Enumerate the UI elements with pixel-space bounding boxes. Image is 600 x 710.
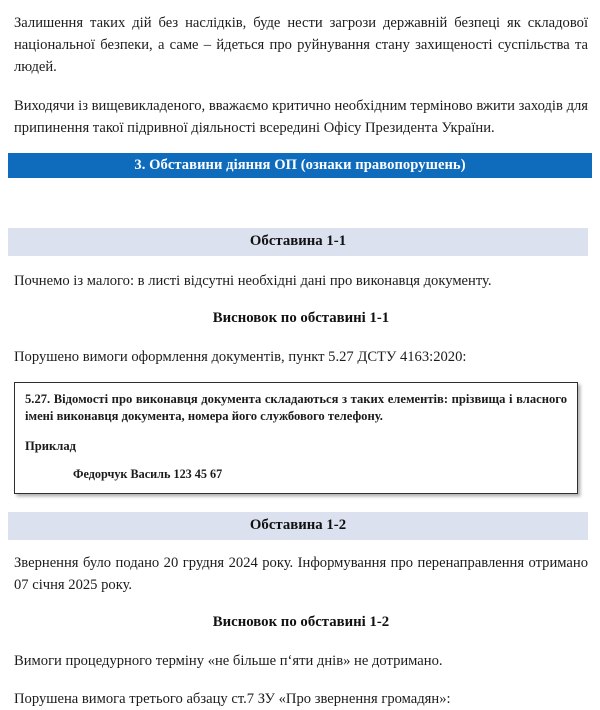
top-spacer <box>0 0 600 12</box>
circumstance-1-2-body: Звернення було подано 20 грудня 2024 року. Інформування про перенаправлення отримано 07 січня 2025 року. <box>14 554 588 593</box>
spacer-after-conclusion-1-2 <box>0 632 600 650</box>
dstu-example-label: Приклад <box>25 438 77 453</box>
spacer-before-conclusion-1-1 <box>0 292 600 310</box>
circumstance-1-1-band: Обставина 1-1 <box>8 228 588 256</box>
intro-paragraph-1-container <box>0 12 600 79</box>
conclusion-1-2-heading-container <box>0 614 600 632</box>
dstu-example-value: Федорчук Василь 123 45 67 <box>73 466 223 481</box>
intro-paragraph-1: Залишення таких дій без наслідків, буде нести загрози державній безпеці як складової національної безпеки, а саме – йдеться про руйнування стану захищеності суспільства та людей. <box>14 15 588 76</box>
finding-1-2-container <box>0 650 600 672</box>
violation-1-2-container <box>0 688 600 710</box>
spacer-before-quote-box <box>0 368 600 382</box>
circumstance-1-2-body-container <box>0 552 600 596</box>
circumstance-1-1-body: Почнемо із малого: в листі відсутні необхідні дані про виконавця документу. <box>14 273 492 290</box>
conclusion-1-1-heading-container <box>0 310 600 328</box>
spacer-before-violation-1-2 <box>0 672 600 688</box>
circumstance-1-2-band: Обставина 1-2 <box>8 512 588 540</box>
violation-1-1-text: Порушено вимоги оформлення документів, пункт 5.27 ДСТУ 4163:2020: <box>14 349 467 366</box>
spacer-before-section-bar <box>0 139 600 153</box>
violation-1-1-container <box>0 346 600 368</box>
conclusion-1-1-heading: Висновок по обставині 1-1 <box>212 310 390 327</box>
spacer-after-conclusion-1-1 <box>0 328 600 346</box>
spacer-after-section-bar-2 <box>0 208 600 228</box>
dstu-clause-text: 5.27. Відомості про виконавця документа складаються з таких елементів: прізвища і власного імені виконавця документа, номера його службового телефону. <box>25 392 567 424</box>
spacer-after-quote-box <box>0 494 600 512</box>
spacer-after-band-1-1 <box>0 256 600 270</box>
intro-paragraph-2: Виходячи із вищевикладеного, вважаємо критично необхідним терміново вжити заходів для припинення такої підривної діяльності всередині Офісу Президента України. <box>14 97 588 136</box>
violation-1-2-text: Порушена вимога третього абзацу ст.7 ЗУ «Про звернення громадян»: <box>14 690 451 707</box>
spacer-after-intro-1 <box>0 79 600 95</box>
spacer-after-band-1-2 <box>0 540 600 552</box>
finding-1-2-text: Вимоги процедурного терміну «не більше п‘яти днів» не дотримано. <box>14 652 443 669</box>
spacer-before-conclusion-1-2 <box>0 596 600 614</box>
intro-paragraph-2-container <box>0 95 600 139</box>
conclusion-1-2-heading: Висновок по обставині 1-2 <box>212 613 390 630</box>
spacer-after-section-bar <box>0 178 600 208</box>
circumstance-1-1-body-container <box>0 270 600 292</box>
dstu-clause-box <box>14 382 578 493</box>
section-bar-heading: 3. Обставини діяння ОП (ознаки правопорушень) <box>8 153 592 179</box>
